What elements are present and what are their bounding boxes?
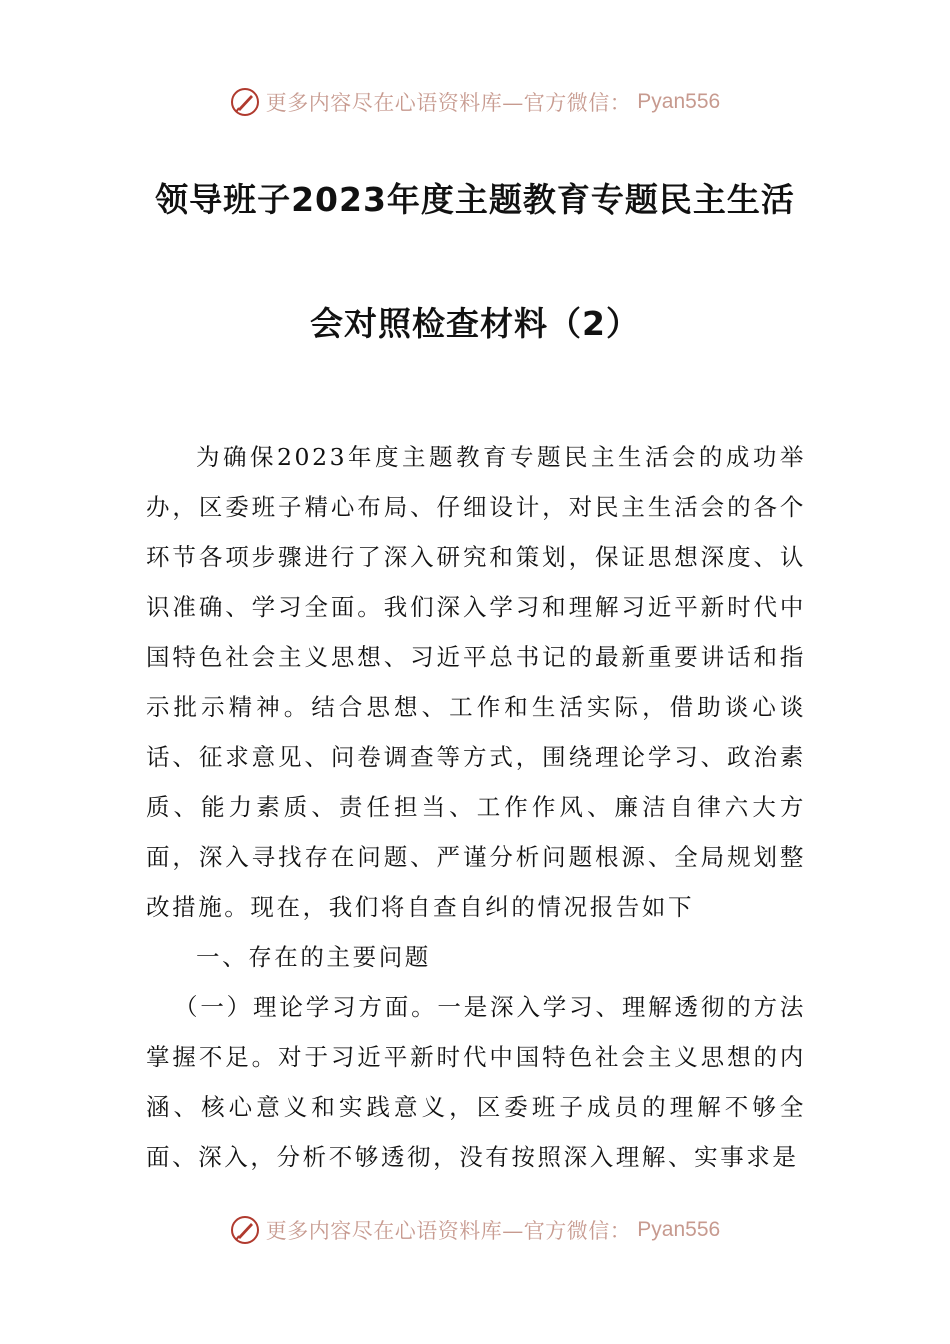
document-title-line2: 会对照检查材料（2）	[310, 304, 640, 343]
watermark-text: 更多内容尽在心语资料库—官方微信：	[265, 1219, 632, 1243]
paragraph-theory-study: （一）理论学习方面。一是深入学习、理解透彻的方法掌握不足。对于习近平新时代中国特色社会主义思想的内涵、核心意义和实践意义，区委班子成员的理解不够全面、深入，分析不够透彻，没有按照深入理解、实事求是	[146, 993, 806, 1171]
watermark-text: 更多内容尽在心语资料库—官方微信：	[265, 91, 632, 115]
paragraph-intro: 为确保2023年度主题教育专题民主生活会的成功举办，区委班子精心布局、仔细设计，对民主生活会的各个环节各项步骤进行了深入研究和策划，保证思想深度、认识准确、学习全面。我们深入学习和理解习近平新时代中国特色社会主义思想、习近平总书记的最新重要讲话和指示批示精神。结合思想、工作和生活实际，借助谈心谈话、征求意见、问卷调查等方式，围绕理论学习、政治素质、能力素质、责任担当、工作作风、廉洁自律六大方面，深入寻找存在问题、严谨分析问题根源、全局规划整改措施。现在，我们将自查自纠的情况报告如下	[146, 443, 806, 921]
watermark-wechat-id: Pyan556	[637, 1218, 721, 1241]
watermark-footer	[0, 1210, 950, 1250]
document-title-line1: 领导班子2023年度主题教育专题民主生活	[155, 180, 795, 219]
section-heading: 一、存在的主要问题	[196, 943, 431, 971]
quill-logo-icon	[230, 1215, 260, 1245]
quill-logo-icon	[230, 87, 260, 117]
document-body	[146, 432, 806, 1182]
watermark-header	[0, 82, 950, 122]
watermark-wechat-id: Pyan556	[637, 90, 721, 113]
